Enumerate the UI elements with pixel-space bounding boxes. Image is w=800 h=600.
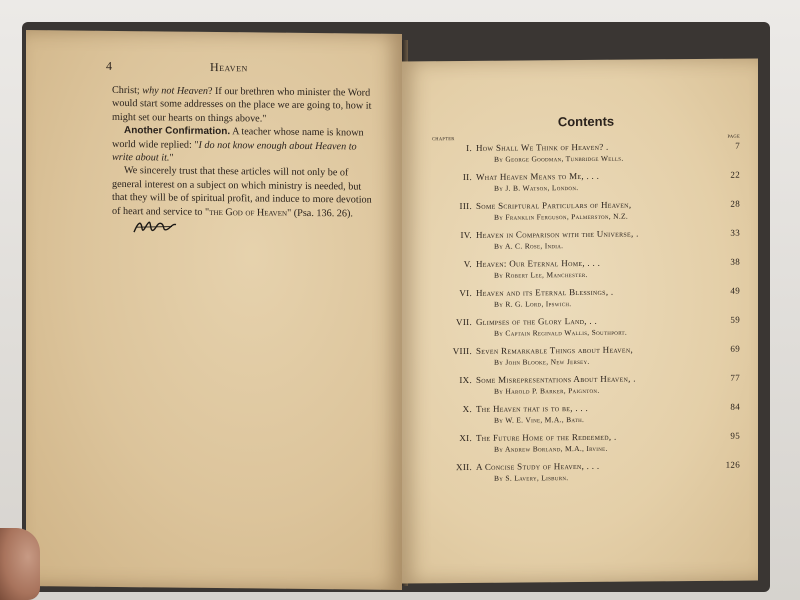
paragraph-2 xyxy=(112,124,374,167)
toc-entry-line xyxy=(432,315,740,328)
chapter-title: How Shall We Think of Heaven? . xyxy=(476,141,609,153)
text-bold: Another Confirmation. xyxy=(124,125,231,138)
chapter-number: VI. xyxy=(459,287,472,299)
chapter-heading: CHAPTER xyxy=(432,136,455,142)
paragraph-3 xyxy=(112,164,374,243)
signature xyxy=(120,218,178,241)
toc-entry xyxy=(432,431,740,455)
chapter-title: Heaven and its Eternal Blessings, . xyxy=(476,286,614,298)
chapter-title: What Heaven Means to Me, . . . xyxy=(476,170,600,182)
text-run: We sincerely trust that these articles will not only be of general interest on a subject on which ministry is needed, but that they will be of spiritual profit, and induce to more devotion of heart and service to " xyxy=(112,165,372,218)
toc-entry xyxy=(432,402,740,426)
toc-entry xyxy=(432,199,740,223)
page-heading: PAGE xyxy=(727,133,740,139)
chapter-page: 38 xyxy=(730,256,740,267)
toc-entry xyxy=(432,170,740,194)
chapter-page: 7 xyxy=(735,140,740,151)
chapter-page: 49 xyxy=(730,285,740,296)
chapter-author: By Andrew Borland, M.A., Irvine. xyxy=(494,443,608,454)
chapter-page: 59 xyxy=(730,314,740,325)
chapter-title: The Future Home of the Redeemed, . xyxy=(476,431,617,443)
chapter-page: 77 xyxy=(730,372,740,383)
chapter-title: Some Scriptural Particulars of Heaven, xyxy=(476,199,632,211)
toc-entry-line xyxy=(432,460,740,473)
page-number: 4 xyxy=(106,58,112,73)
chapter-author: By Franklin Ferguson, Palmerston, N.Z. xyxy=(494,211,629,222)
chapter-title: Seven Remarkable Things about Heaven, xyxy=(476,344,634,356)
chapter-number: II. xyxy=(462,171,472,183)
chapter-author: By J. B. Watson, London. xyxy=(494,183,579,193)
toc-entry-line xyxy=(432,199,740,212)
toc-entry xyxy=(432,141,740,165)
text-run: " (Psa. 136. 26). xyxy=(287,207,353,220)
toc-entry-line xyxy=(432,373,740,386)
contents-title: Contents xyxy=(557,113,615,130)
text-run: ? If our brethren who minister the Word would start some addresses on the place we are going to, how it might set our hearts on things above." xyxy=(112,85,372,125)
chapter-page: 95 xyxy=(730,430,740,441)
left-page-text xyxy=(112,84,374,243)
toc-entry-line xyxy=(432,344,740,357)
chapter-title: Glimpses of the Glory Land, . . xyxy=(476,315,598,327)
toc-entry xyxy=(432,315,740,339)
chapter-author: By George Goodman, Tunbridge Wells. xyxy=(494,153,624,164)
chapter-page: 33 xyxy=(730,227,740,238)
toc-entry xyxy=(432,373,740,397)
chapter-page: 28 xyxy=(730,198,740,209)
chapter-number: I. xyxy=(466,142,472,153)
chapter-page: 22 xyxy=(730,169,740,180)
right-page xyxy=(402,58,758,583)
chapter-title: Some Misrepresentations About Heaven, . xyxy=(476,373,636,385)
chapter-number: IX. xyxy=(459,374,472,386)
chapter-number: VIII. xyxy=(452,345,472,357)
left-page-header xyxy=(106,59,378,77)
chapter-title: Heaven in Comparison with the Universe, . xyxy=(476,228,639,240)
toc-entry xyxy=(432,344,740,368)
chapter-number: V. xyxy=(463,258,472,270)
left-page xyxy=(26,30,402,590)
running-head: Heaven xyxy=(210,59,248,75)
chapter-number: III. xyxy=(459,200,472,212)
toc-entry-line xyxy=(432,402,740,415)
toc-entry-line xyxy=(432,170,740,183)
chapter-page: 69 xyxy=(730,343,740,354)
chapter-number: VII. xyxy=(456,316,472,328)
chapter-author: By Harold P. Barker, Paignton. xyxy=(494,385,600,396)
toc-entry-line xyxy=(432,141,740,154)
chapter-author: By John Blooke, New Jersey. xyxy=(494,356,590,367)
text-run: Christ; xyxy=(112,84,143,97)
table-of-contents xyxy=(432,141,740,484)
toc-entry-line xyxy=(432,286,740,299)
toc-entry-line xyxy=(432,228,740,241)
text-smallcaps: the God of Heaven xyxy=(209,206,288,219)
thumb xyxy=(0,528,40,600)
chapter-author: By Captain Reginald Wallis, Southport. xyxy=(494,327,628,338)
text-italic: I do not know enough about Heaven to write about it. xyxy=(112,139,357,164)
signature-mark xyxy=(132,218,178,236)
chapter-title: The Heaven that is to be, . . . xyxy=(476,402,589,414)
text-run: A teacher whose name is known world wide replied: " xyxy=(112,126,364,151)
chapter-author: By R. G. Lord, Ipswich. xyxy=(494,299,572,309)
chapter-page: 126 xyxy=(725,459,740,470)
toc-entry xyxy=(432,257,740,281)
chapter-author: By S. Lavery, Lisburn. xyxy=(494,473,569,483)
chapter-author: By W. E. Vine, M.A., Bath. xyxy=(494,414,585,425)
chapter-number: XI. xyxy=(459,432,472,444)
toc-entry xyxy=(432,286,740,310)
chapter-title: Heaven: Our Eternal Home, . . . xyxy=(476,257,601,269)
chapter-page: 84 xyxy=(730,401,740,412)
chapter-number: XII. xyxy=(456,461,472,473)
chapter-number: IV. xyxy=(460,229,472,241)
chapter-number: X. xyxy=(462,403,472,415)
text-italic: why not Heaven xyxy=(142,85,208,97)
chapter-author: By Robert Lee, Manchester. xyxy=(494,269,588,280)
toc-entry xyxy=(432,228,740,252)
chapter-author: By A. C. Rose, India. xyxy=(494,241,564,251)
toc-entry-line xyxy=(432,431,740,444)
paragraph-1 xyxy=(112,84,374,127)
toc-entry-line xyxy=(432,257,740,270)
toc-entry xyxy=(432,460,740,484)
text-run: " xyxy=(169,152,174,164)
chapter-title: A Concise Study of Heaven, . . . xyxy=(476,460,600,472)
